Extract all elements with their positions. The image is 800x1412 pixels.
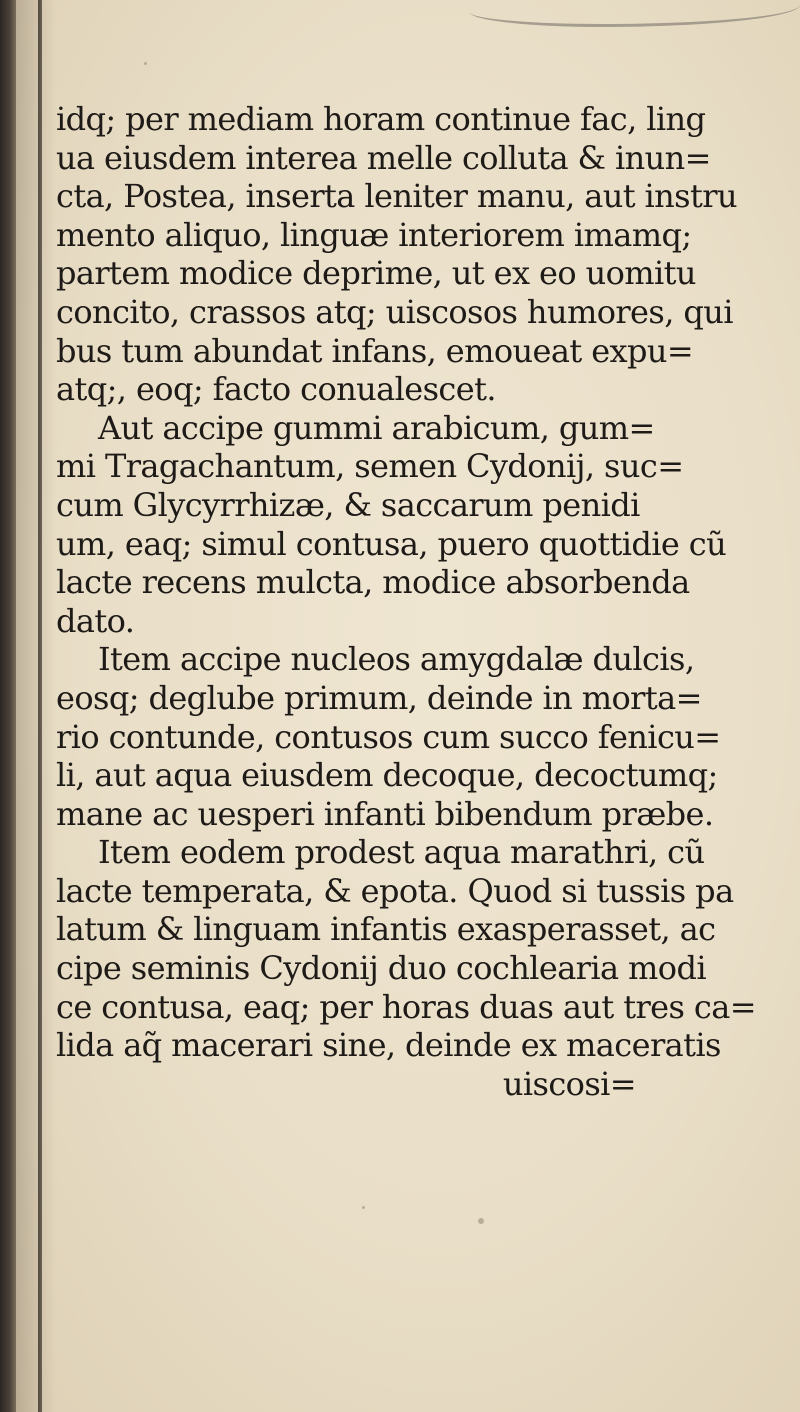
text-line: um, eaq; simul contusa, puero quottidie cũ (56, 524, 727, 563)
binding-gutter (0, 0, 16, 1412)
text-line: mento aliquo, linguæ interiorem imamq; (56, 215, 692, 254)
text-line: lacte recens mulcta, modice absorbenda (56, 563, 690, 602)
paragraph-start-line: Item accipe nucleos amygdalæ dulcis, (98, 640, 695, 679)
text-line: lida aq̃ macerari sine, deinde ex maceratis (56, 1026, 721, 1065)
text-line: ua eiusdem interea melle colluta & inun= (56, 138, 711, 177)
text-line: bus tum abundat infans, emoueat expu= (56, 331, 694, 370)
page-curl-edge (470, 0, 800, 27)
text-line: idq; per mediam horam continue fac, ling (56, 100, 706, 138)
text-block (56, 100, 756, 1103)
paragraph-start-line: Aut accipe gummi arabicum, gum= (98, 408, 655, 447)
text-line: partem modice deprime, ut ex eo uomitu (56, 254, 696, 293)
text-line: mi Tragachantum, semen Cydonij, suc= (56, 447, 684, 486)
text-line: dato. (56, 601, 135, 640)
text-line: ce contusa, eaq; per horas duas aut tres ca= (56, 987, 756, 1026)
text-line: concito, crassos atq; uiscosos humores, qui (56, 292, 733, 331)
text-line: lacte temperata, & epota. Quod si tussis pa (56, 871, 734, 910)
page-edge-line (38, 0, 42, 1412)
text-line: mane ac uesperi infanti bibendum præbe. (56, 794, 714, 833)
text-line: cta, Postea, inserta leniter manu, aut instru (56, 177, 737, 216)
text-line: li, aut aqua eiusdem decoque, decoctumq; (56, 756, 718, 795)
paragraph-start-line: Item eodem prodest aqua marathri, cũ (98, 833, 705, 872)
text-line: cipe seminis Cydonij duo cochlearia modi (56, 949, 706, 988)
text-line: rio contunde, contusos cum succo fenicu= (56, 717, 721, 756)
text-line: atq;, eoq; facto conualescet. (56, 370, 496, 409)
paper-speck (362, 1206, 365, 1209)
paper-speck (144, 62, 147, 65)
gutter-shadow (16, 0, 56, 1412)
paper-speck (478, 1218, 484, 1224)
text-line: eosq; deglube primum, deinde in morta= (56, 678, 702, 717)
text-line: latum & linguam infantis exasperasset, ac (56, 910, 716, 949)
catchword: uiscosi= (502, 1064, 636, 1103)
text-line: cum Glycyrrhizæ, & saccarum penidi (56, 485, 640, 524)
